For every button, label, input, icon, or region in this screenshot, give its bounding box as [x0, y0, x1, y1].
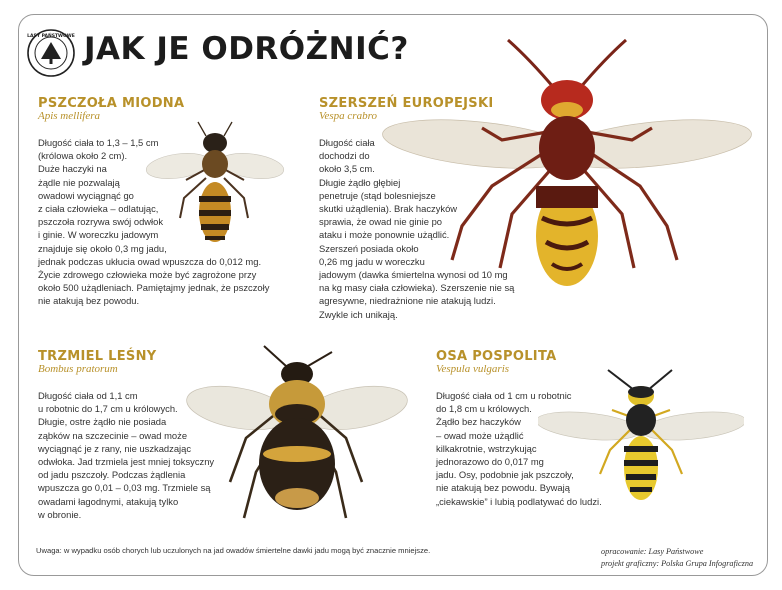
credits [601, 546, 753, 570]
credit-design: projekt graficzny: Polska Grupa Infograficzna [601, 559, 754, 568]
bee-illustration [140, 118, 290, 248]
hornet-latin-name: Vespa crabro [319, 110, 377, 122]
bee-description: Długość ciała to 1,3 – 1,5 cm (królowa około 2 cm). Duże haczyki na żądle nie pozwalają owadowi wyciągnąć go z ciała człowieka – odlatując, pszczoła rozrywa swój odwłok i ginie. W woreczku jadowym znajduje się około 0,3 mg jadu, jednak podczas ukłucia owad wpuszcza do 0,012 mg. Życie zdrowego człowieka może być zagrożone przy około 500 użądleniach. Pamiętajmy jednak, że pszczoły nie atakują bez powodu. [38, 137, 270, 307]
bumblebee-name: TRZMIEL LEŚNY [38, 349, 157, 364]
bumblebee-latin-name: Bombus pratorum [38, 363, 118, 375]
hornet-illustration [382, 36, 752, 298]
page-title: JAK JE ODRÓŻNIĆ? [84, 31, 409, 67]
bumblebee-illustration [186, 342, 408, 528]
bee-latin-name: Apis mellifera [38, 110, 101, 122]
warning-note: Uwaga: w wypadku osób chorych lub uczulonych na jad owadów śmiertelne dawki jadu mogą być znacznie mniejsze. [36, 546, 431, 555]
hornet-description: Długość ciała dochodzi do około 3,5 cm. Długie żądło głębiej penetruje (stąd bolesniejsze skutki użądlenia). Brak haczyków sprawia, że owad nie ginie po ataku i może ponownie użądlić. Szerszeń posiada około 0,26 mg jadu w woreczku jadowym (dawka śmiertelna wynosi od 10 mg na kg masy ciała człowieka). Szerszenie nie są agresywne, niedrażnione nie atakują ludzi. Zwykle ich unikają. [319, 137, 515, 320]
logo-text: LASY PAŃSTWOWE [27, 34, 75, 39]
lasy-panstwowe-logo [27, 29, 75, 77]
wasp-description: Długość ciała od 1 cm u robotnic do 1,8 cm u królowych. Żądło bez haczyków – owad może użądlić kilkakrotnie, wstrzykując jednorazowo do 0,017 mg jadu. Osy, podobnie jak pszczoły, nie atakują bez powodu. Bywają „ciekawskie” i lubią podlatywać do ludzi. [436, 390, 602, 507]
bumblebee-description: Długość ciała od 1,1 cm u robotnic do 1,7 cm u królowych. Długie, ostre żądło nie posiada ząbków na szczecinie – owad może wyciągnąć je z rany, nie uszkadzając odwłoka. Jad trzmiela jest mniej toksyczny od jadu pszczoły. Podczas żądlenia wpuszcza go 0,01 – 0,03 mg. Trzmiele są owadami łagodnymi, atakują tylko w obronie. [38, 390, 215, 520]
wasp-illustration [538, 366, 744, 504]
hornet-name: SZERSZEŃ EUROPEJSKI [319, 96, 494, 111]
wasp-latin-name: Vespula vulgaris [436, 363, 510, 375]
bee-name: PSZCZOŁA MIODNA [38, 96, 185, 111]
wasp-name: OSA POSPOLITA [436, 349, 557, 364]
credit-author: opracowanie: Lasy Państwowe [601, 547, 704, 556]
